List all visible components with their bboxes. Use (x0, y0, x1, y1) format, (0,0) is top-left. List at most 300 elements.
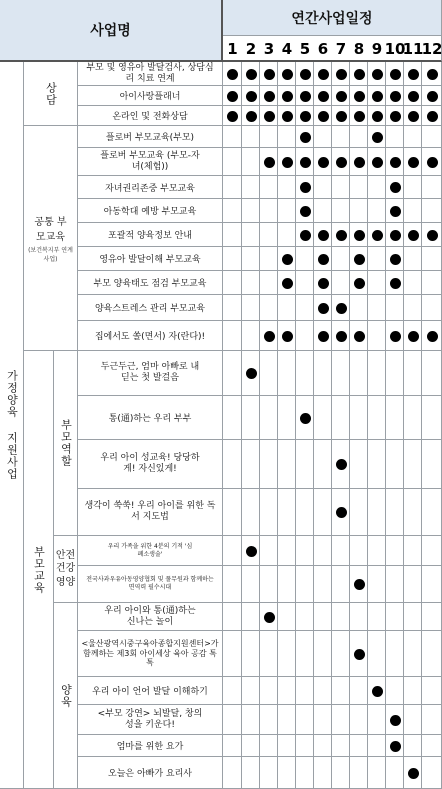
schedule-dot (354, 331, 365, 342)
program-label: 부모 양육태도 점검 부모교육 (93, 279, 207, 289)
category-parent-role (54, 351, 78, 536)
schedule-cell (350, 199, 368, 223)
schedule-cell (278, 223, 296, 247)
schedule-cell (242, 295, 260, 321)
schedule-dot (264, 111, 275, 122)
program-label: 우리 아이와 통(通)하는 신나는 놀이 (104, 606, 196, 627)
schedule-cell (404, 351, 422, 396)
schedule-cell (314, 566, 332, 603)
schedule-cell (260, 295, 278, 321)
schedule-cell (260, 176, 278, 199)
program-label: <울산광역시중구육아종합지원센터>가 함께하는 제3회 아이세상 육아 공감 톡톡 (81, 639, 219, 668)
schedule-cell (242, 757, 260, 789)
schedule-cell (422, 677, 442, 705)
schedule-dot (408, 230, 419, 241)
schedule-cell (260, 705, 278, 735)
program-row (78, 247, 223, 271)
program-row (78, 536, 223, 566)
program-row (78, 489, 223, 536)
schedule-cell (386, 396, 404, 440)
schedule-cell (260, 536, 278, 566)
schedule-dot (264, 612, 275, 623)
schedule-cell (404, 631, 422, 677)
schedule-dot (246, 91, 257, 102)
schedule-cell (278, 351, 296, 396)
schedule-cell (278, 735, 296, 757)
schedule-cell (296, 735, 314, 757)
schedule-dot (408, 69, 419, 80)
schedule-cell (332, 536, 350, 566)
schedule-dot (427, 331, 438, 342)
month-label: 7 (335, 40, 347, 58)
schedule-cell (242, 223, 260, 247)
program-row (78, 603, 223, 631)
schedule-dot (354, 157, 365, 168)
schedule-cell (260, 757, 278, 789)
month-label: 8 (353, 40, 365, 58)
schedule-cell (278, 677, 296, 705)
schedule-cell (314, 536, 332, 566)
schedule-dot (427, 111, 438, 122)
schedule-cell (332, 271, 350, 295)
schedule-cell (404, 440, 422, 489)
schedule-cell (332, 126, 350, 148)
program-row (78, 223, 223, 247)
schedule-cell (278, 631, 296, 677)
schedule-cell (368, 757, 386, 789)
schedule-dot (390, 111, 401, 122)
schedule-cell (386, 631, 404, 677)
schedule-dot (354, 91, 365, 102)
schedule-dot (318, 157, 329, 168)
program-row (78, 440, 223, 489)
schedule-cell (314, 757, 332, 789)
schedule-cell (223, 677, 242, 705)
schedule-cell (422, 631, 442, 677)
schedule-cell (350, 351, 368, 396)
program-label: 두근두근, 엄마 아빠로 내딛는 첫 발걸음 (100, 361, 200, 383)
program-label: 전국사과우유아동영양협회 및 풀무원과 함께하는 면역력 필수시대 (86, 576, 214, 591)
program-header-label: 사업명 (90, 23, 131, 39)
program-row (78, 705, 223, 735)
schedule-dot (336, 331, 347, 342)
program-label: 양육스트레스 관리 부모교육 (94, 304, 206, 314)
schedule-cell (278, 757, 296, 789)
schedule-cell (242, 631, 260, 677)
schedule-cell (422, 440, 442, 489)
schedule-cell (278, 176, 296, 199)
schedule-cell (422, 735, 442, 757)
schedule-cell (332, 735, 350, 757)
category-main (0, 62, 24, 789)
schedule-cell (296, 440, 314, 489)
schedule-cell (260, 566, 278, 603)
schedule-dot (336, 111, 347, 122)
program-label: 집에서도 쏠(면서) 자(란다)! (94, 332, 206, 342)
schedule-dot (372, 686, 383, 697)
schedule-dot (227, 91, 238, 102)
schedule-cell (223, 489, 242, 536)
schedule-cell (404, 295, 422, 321)
schedule-cell (296, 705, 314, 735)
schedule-dot (390, 741, 401, 752)
schedule-cell (260, 247, 278, 271)
schedule-cell (223, 566, 242, 603)
schedule-dot (282, 254, 293, 265)
schedule-cell (296, 631, 314, 677)
schedule-cell (422, 247, 442, 271)
schedule-cell (368, 321, 386, 351)
schedule-dot (390, 254, 401, 265)
program-row (78, 351, 223, 396)
schedule-cell (278, 295, 296, 321)
program-label: 포괄적 양육정보 안내 (108, 231, 192, 241)
schedule-cell (422, 396, 442, 440)
schedule-cell (296, 295, 314, 321)
schedule-cell (422, 566, 442, 603)
schedule-cell (242, 705, 260, 735)
schedule-dot (318, 254, 329, 265)
schedule-dot (408, 91, 419, 102)
schedule-dot (246, 111, 257, 122)
schedule-cell (332, 705, 350, 735)
program-label: <부모 강연> 뇌발달, 창의성을 키운다! (97, 709, 203, 730)
schedule-cell (404, 126, 422, 148)
schedule-dot (300, 182, 311, 193)
schedule-cell (350, 735, 368, 757)
program-row (78, 631, 223, 677)
schedule-dot (318, 91, 329, 102)
schedule-cell (368, 176, 386, 199)
schedule-cell (223, 705, 242, 735)
schedule-dot (372, 91, 383, 102)
schedule-cell (350, 536, 368, 566)
schedule-cell (332, 566, 350, 603)
month-label: 5 (299, 40, 311, 58)
schedule-cell (404, 199, 422, 223)
schedule-cell (260, 735, 278, 757)
schedule-cell (223, 223, 242, 247)
schedule-dot (300, 157, 311, 168)
schedule-dot (390, 69, 401, 80)
schedule-dot (264, 91, 275, 102)
schedule-dot (318, 278, 329, 289)
schedule-cell (296, 603, 314, 631)
schedule-cell (278, 199, 296, 223)
schedule-cell (223, 176, 242, 199)
schedule-cell (242, 148, 260, 176)
schedule-cell (350, 396, 368, 440)
category-parent-edu-label: 부모교육 (32, 545, 46, 594)
program-label: 부모 및 영유아 발달검사, 상담심리 치료 연계 (86, 63, 214, 84)
schedule-dot (390, 331, 401, 342)
program-row (78, 271, 223, 295)
schedule-cell (368, 271, 386, 295)
schedule-cell (386, 295, 404, 321)
schedule-cell (314, 351, 332, 396)
schedule-cell (314, 126, 332, 148)
schedule-cell (386, 536, 404, 566)
schedule-dot (336, 157, 347, 168)
schedule-cell (296, 489, 314, 536)
schedule-dot (408, 157, 419, 168)
month-label: 9 (371, 40, 383, 58)
schedule-cell (242, 126, 260, 148)
schedule-cell (223, 396, 242, 440)
schedule-cell (223, 603, 242, 631)
schedule-cell (278, 566, 296, 603)
schedule-cell (242, 247, 260, 271)
schedule-dot (264, 157, 275, 168)
program-label: 통(通)하는 우리 부부 (108, 414, 192, 424)
schedule-dot (354, 649, 365, 660)
month-label: 4 (281, 40, 293, 58)
schedule-cell (314, 735, 332, 757)
schedule-cell (223, 247, 242, 271)
schedule-cell (278, 126, 296, 148)
schedule-cell (296, 321, 314, 351)
program-label: 우리 아이 성교육! 당당하게! 자신있게! (100, 452, 200, 474)
program-header (0, 0, 223, 62)
schedule-cell (350, 489, 368, 536)
schedule-cell (386, 677, 404, 705)
category-parenting-label: 양육 (59, 683, 73, 708)
schedule-cell (404, 603, 422, 631)
category-parent-edu (24, 351, 54, 789)
schedule-cell (296, 351, 314, 396)
schedule-cell (296, 271, 314, 295)
schedule-cell (260, 271, 278, 295)
schedule-cell (260, 223, 278, 247)
schedule-cell (314, 677, 332, 705)
schedule-cell (296, 247, 314, 271)
schedule-cell (332, 631, 350, 677)
schedule-dot (336, 507, 347, 518)
schedule-cell (332, 603, 350, 631)
category-common-edu-label: 공통 부모교육 (34, 217, 67, 243)
schedule-cell (242, 677, 260, 705)
schedule-cell (350, 176, 368, 199)
schedule-dot (372, 111, 383, 122)
schedule-dot (300, 413, 311, 424)
schedule-cell (386, 440, 404, 489)
category-main-label: 가정양육 지원사업 (5, 370, 19, 480)
schedule-cell (368, 735, 386, 757)
schedule-cell (278, 536, 296, 566)
schedule-dot (246, 368, 257, 379)
schedule-cell (368, 440, 386, 489)
category-safety-label: 안전 (55, 549, 76, 561)
schedule-cell (350, 757, 368, 789)
schedule-cell (223, 271, 242, 295)
program-row (78, 757, 223, 789)
schedule-dot (300, 230, 311, 241)
schedule-cell (278, 440, 296, 489)
month-label: 10 (384, 40, 406, 58)
schedule-cell (422, 489, 442, 536)
schedule-cell (368, 489, 386, 536)
schedule-cell (278, 705, 296, 735)
schedule-cell (332, 757, 350, 789)
schedule-cell (242, 440, 260, 489)
schedule-dot (336, 230, 347, 241)
program-row (78, 86, 223, 106)
schedule-cell (223, 757, 242, 789)
schedule-dot (300, 111, 311, 122)
schedule-dot (354, 254, 365, 265)
schedule-cell (404, 536, 422, 566)
schedule-header-label: 연간사업일정 (291, 10, 373, 27)
schedule-cell (260, 677, 278, 705)
schedule-dot (227, 111, 238, 122)
schedule-dot (264, 331, 275, 342)
program-label: 자녀권리존중 부모교육 (105, 183, 195, 194)
schedule-cell (422, 271, 442, 295)
schedule-cell (242, 396, 260, 440)
schedule-cell (242, 566, 260, 603)
schedule-cell (278, 603, 296, 631)
program-row (78, 106, 223, 126)
schedule-dot (282, 157, 293, 168)
category-safety-health-nutrition (54, 536, 78, 603)
schedule-cell (242, 489, 260, 536)
schedule-cell (368, 295, 386, 321)
schedule-cell (296, 677, 314, 705)
schedule-dot (408, 111, 419, 122)
schedule-dot (282, 331, 293, 342)
program-label: 엄마를 위한 요가 (116, 742, 184, 752)
schedule-cell (332, 199, 350, 223)
schedule-dot (390, 278, 401, 289)
schedule-cell (422, 351, 442, 396)
schedule-cell (296, 757, 314, 789)
schedule-header (223, 0, 442, 36)
schedule-cell (404, 735, 422, 757)
schedule-cell (332, 351, 350, 396)
schedule-cell (404, 247, 422, 271)
schedule-dot (390, 91, 401, 102)
schedule-cell (350, 126, 368, 148)
schedule-cell (260, 440, 278, 489)
month-label: 3 (263, 40, 275, 58)
schedule-cell (260, 199, 278, 223)
schedule-cell (223, 199, 242, 223)
schedule-dot (282, 69, 293, 80)
schedule-dot (300, 91, 311, 102)
schedule-cell (404, 677, 422, 705)
schedule-dot (336, 459, 347, 470)
program-label: 플로버 부모교육(부모) (105, 133, 195, 143)
schedule-cell (422, 126, 442, 148)
schedule-cell (404, 176, 422, 199)
month-label: 6 (317, 40, 329, 58)
schedule-cell (314, 176, 332, 199)
schedule-cell (242, 735, 260, 757)
schedule-dot (390, 182, 401, 193)
schedule-cell (242, 176, 260, 199)
schedule-cell (332, 176, 350, 199)
schedule-cell (422, 199, 442, 223)
schedule-cell (314, 489, 332, 536)
schedule-cell (422, 536, 442, 566)
schedule-dot (408, 768, 419, 779)
schedule-dot (372, 157, 383, 168)
schedule-cell (314, 396, 332, 440)
program-label: 온라인 및 전화상담 (112, 112, 188, 122)
month-label: 1 (227, 40, 238, 58)
schedule-cell (422, 705, 442, 735)
schedule-cell (242, 321, 260, 351)
program-row (78, 735, 223, 757)
schedule-dot (354, 111, 365, 122)
schedule-cell (260, 126, 278, 148)
schedule-dot (354, 230, 365, 241)
schedule-dot (318, 331, 329, 342)
schedule-dot (300, 69, 311, 80)
schedule-cell (368, 705, 386, 735)
program-row (78, 199, 223, 223)
schedule-cell (386, 489, 404, 536)
schedule-cell (386, 351, 404, 396)
schedule-cell (368, 351, 386, 396)
program-row (78, 148, 223, 176)
schedule-dot (246, 69, 257, 80)
month-label: 12 (421, 40, 442, 58)
program-label: 영유아 발달이해 부모교육 (99, 255, 201, 265)
schedule-cell (368, 631, 386, 677)
schedule-cell (422, 176, 442, 199)
schedule-cell (404, 489, 422, 536)
schedule-dot (336, 69, 347, 80)
schedule-dot (264, 69, 275, 80)
schedule-cell (386, 126, 404, 148)
schedule-cell (314, 199, 332, 223)
program-row (78, 62, 223, 86)
schedule-dot (354, 278, 365, 289)
schedule-dot (354, 69, 365, 80)
program-row (78, 677, 223, 705)
program-row (78, 176, 223, 199)
schedule-cell (314, 440, 332, 489)
schedule-cell (386, 566, 404, 603)
schedule-dot (282, 91, 293, 102)
schedule-dot (246, 546, 257, 557)
schedule-cell (223, 440, 242, 489)
schedule-cell (386, 757, 404, 789)
schedule-cell (242, 271, 260, 295)
schedule-dot (427, 91, 438, 102)
schedule-dot (390, 206, 401, 217)
program-label: 우리 가족을 위한 4분의 기적 '심폐소생술' (107, 542, 193, 558)
schedule-dot (282, 278, 293, 289)
schedule-cell (350, 295, 368, 321)
schedule-cell (368, 566, 386, 603)
schedule-cell (332, 247, 350, 271)
schedule-cell (314, 631, 332, 677)
schedule-dot (372, 132, 383, 143)
schedule-dot (336, 303, 347, 314)
schedule-cell (223, 148, 242, 176)
schedule-cell (404, 566, 422, 603)
schedule-cell (223, 735, 242, 757)
schedule-cell (404, 271, 422, 295)
schedule-cell (242, 199, 260, 223)
schedule-dot (336, 91, 347, 102)
schedule-cell (350, 677, 368, 705)
schedule-dot (318, 303, 329, 314)
schedule-dot (390, 715, 401, 726)
schedule-cell (350, 440, 368, 489)
